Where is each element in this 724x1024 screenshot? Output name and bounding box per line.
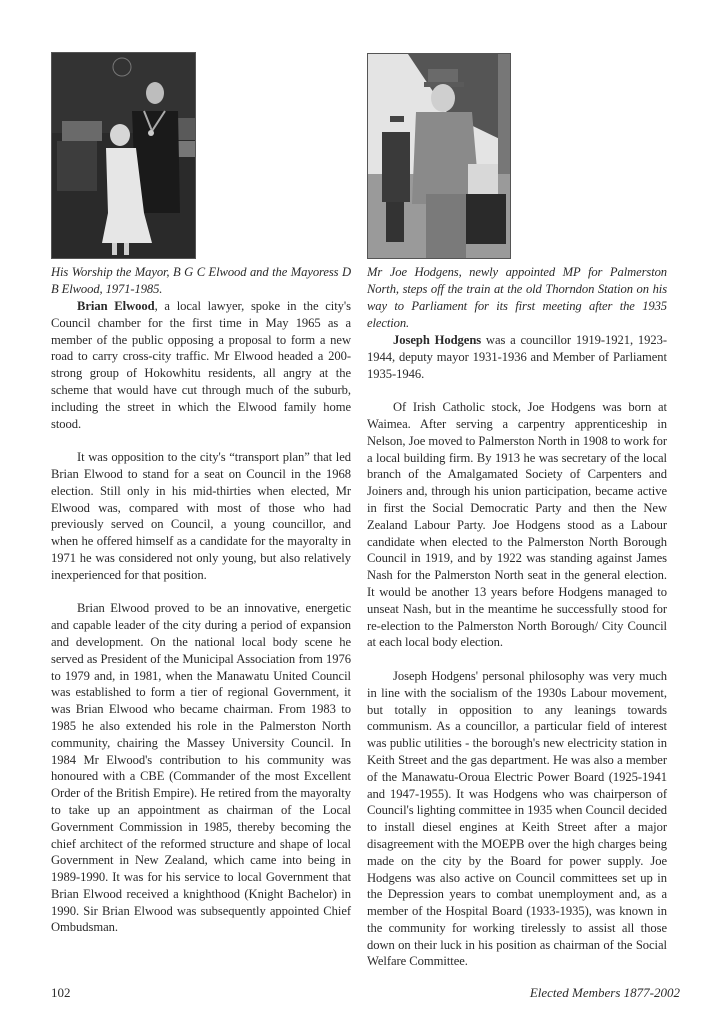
photo-illustration	[52, 53, 195, 258]
running-title: Elected Members 1877-2002	[529, 985, 680, 1000]
paragraph: Of Irish Catholic stock, Joe Hodgens was born at Waimea. After serving a carpentry apprenticeship in Nelson, Joe moved to Palmerston North in 1908 to work for a local building firm. By 1913 he was secretary of the local branch of the Amalgamated Society of Carpenters and Joiners and, through his union participation, became active in first the Social Democratic Party and then the New Zealand Labour Party. Joe Hodgens stood as a Labour candidate when elected to the Palmerston North Borough Council in 1919, and by 1922 was standing against James Nash for the Palmerston North seat in the general election. It would be another 13 years before Hodgens managed to unseat Nash, but in the meantime he successfully stood for re-election to the Palmerston North Borough/ City Council at each local body election.	[367, 400, 667, 650]
page-number: 102	[51, 985, 71, 1000]
paragraph-lead: Joseph Hodgens	[393, 333, 482, 347]
paragraph: Brian Elwood, a local lawyer, spoke in the city's Council chamber for the first time in May 1965 as a member of the public opposing a proposal to form a new road to carry cross-city traffic. Mr Elwood headed a 200-strong group of Hokowhitu residents, all angry at the scheme that would have cut through much of the suburb, including the street in which the Elwood family home stood.	[51, 299, 351, 431]
photo-illustration	[368, 54, 510, 258]
paragraph: Brian Elwood proved to be an innovative, energetic and capable leader of the city during a period of expansion and development. On the national local body scene he served as President of the Municipal Association from 1976 to 1979 and, in 1981, when the Manawatu United Council was established to form a tier of regional Government, it was Brian Elwood who became chairman. From 1983 to 1985 he also extended his role in the Palmerston North community, chairing the Massey University Council. In 1984 Mr Elwood's contribution to his community was honoured with a CBE (Commander of the most Excellent Order of the British Empire). He retired from the mayoralty to take up an appointment as chairman of the Local Government Commission in 1985, thereby becoming the chief architect of the reformed structure and shape of local Government in New Zealand, which came into being in 1989-1990. It was for his service to local Government that Brian Elwood received a knighthood (Knight Bachelor) in 1990. Sir Brian Elwood was subsequently appointed Chief Ombudsman.	[51, 601, 351, 935]
left-column	[51, 52, 351, 936]
joe-hodgens-photo	[367, 53, 511, 259]
mayor-and-mayoress-photo	[51, 52, 196, 259]
right-column	[367, 53, 667, 970]
photo-caption: His Worship the Mayor, B G C Elwood and the Mayoress D B Elwood, 1971-1985.	[51, 265, 351, 296]
paragraph: It was opposition to the city's “transport plan” that led Brian Elwood to stand for a seat on Council in the 1968 election. Still only in his mid-thirties when elected, Mr Elwood was, compared with most of those who had previously served on Council, a young councillor, and when he offered himself as a candidate for the mayoralty in 1971 he was considered not only young, but also relatively inexperienced for that position.	[51, 450, 351, 582]
paragraph: Joseph Hodgens' personal philosophy was very much in line with the socialism of the 1930s Labour movement, but totally in opposition to any leanings towards communism. As a councillor, a particular field of interest was public utilities - the borough's new electricity station in Keith Street and the gas department. He was also a member of the Manawatu-Oroua Electric Power Board (1925-1941 and 1947-1955). It was Hodgens who was chairperson of Council's lighting committee in 1935 when Council decided to install diesel engines at Keith Street after a major disagreement with the MOEPB over the high charges being made on the city by the Board for power supply. Joe Hodgens was also active on Council committees set up in the Depression years to combat unemployment and, as a member of the Hospital Board (1933-1935), was known in the community for working tirelessly to assist all those down on their luck in his position as chairman of the Social Welfare Committee.	[367, 668, 667, 969]
photo-caption: Mr Joe Hodgens, newly appointed MP for Palmerston North, steps off the train at the old Thorndon Station on his way to Parliament for its first meeting after the 1935 election.	[367, 265, 667, 330]
paragraph-lead: Brian Elwood	[77, 299, 155, 313]
paragraph: Joseph Hodgens was a councillor 1919-1921, 1923-1944, deputy mayor 1931-1936 and Member of Parliament 1935-1946.	[367, 333, 668, 381]
